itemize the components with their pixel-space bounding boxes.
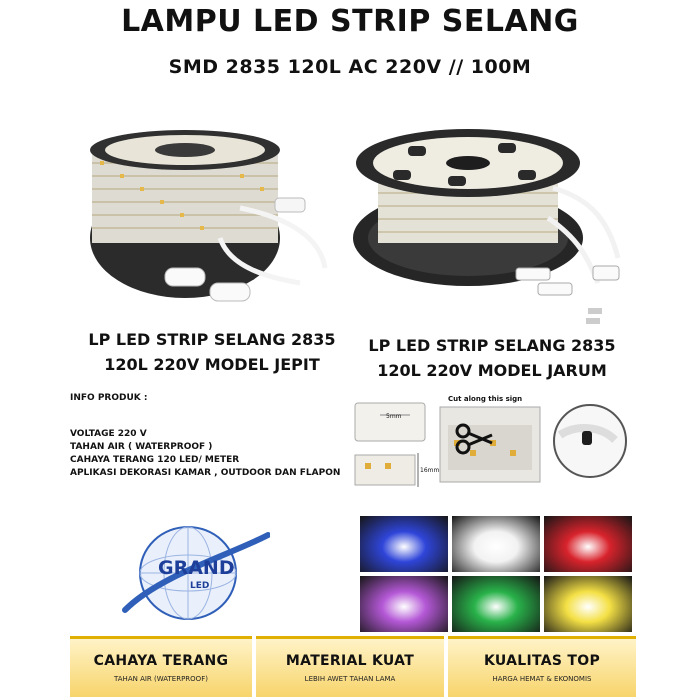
color-swatch [360,576,448,632]
badge-title: MATERIAL KUAT [285,653,415,669]
badge-material-kuat [256,636,444,697]
caption-line: 120L 220V MODEL JARUM [377,361,607,380]
color-swatch [452,516,540,572]
badge-title: KUALITAS TOP [483,653,601,669]
info-item: TAHAN AIR ( WATERPROOF ) [70,442,213,452]
caption-line: 120L 220V MODEL JEPIT [104,355,320,374]
dim-width-label: 5mm [386,413,402,420]
badge-subtitle: TAHAN AIR (WATERPROOF) [114,675,208,683]
cut-label: Cut along this sign [448,395,523,403]
product-caption-jepit [62,327,362,377]
badge-subtitle: HARGA HEMAT & EKONOMIS [492,675,592,683]
badge-cahaya-terang [70,636,252,697]
info-item: CAHAYA TERANG 120 LED/ METER [70,455,240,465]
info-list [70,428,340,480]
page-subtitle: SMD 2835 120L AC 220V // 100M [168,56,532,78]
color-swatch [452,576,540,632]
color-swatch [360,516,448,572]
product-caption-jarum [352,333,632,383]
grand-led-logo [120,515,270,630]
logo-text: GRAND [158,557,235,579]
color-swatch-grid [360,516,632,634]
color-swatch [544,576,632,632]
dim-height-label: 16mm [420,467,440,474]
info-item: VOLTAGE 220 V [70,429,147,439]
strip-detail-diagram [350,395,640,500]
info-item: APLIKASI DEKORASI KAMAR , OUTDOOR DAN FLAPON [70,468,341,478]
caption-line: LP LED STRIP SELANG 2835 [368,336,616,355]
color-swatch [544,516,632,572]
logo-subtext: LED [190,581,210,591]
badge-subtitle: LEBIH AWET TAHAN LAMA [304,675,396,683]
badge-title: CAHAYA TERANG [93,653,229,669]
caption-line: LP LED STRIP SELANG 2835 [88,330,336,349]
product-image-jarum [348,118,648,338]
page-title: LAMPU LED STRIP SELANG [121,4,579,39]
product-image-jepit [70,118,350,328]
info-heading: INFO PRODUK : [70,393,148,403]
badge-kualitas-top [448,636,636,697]
